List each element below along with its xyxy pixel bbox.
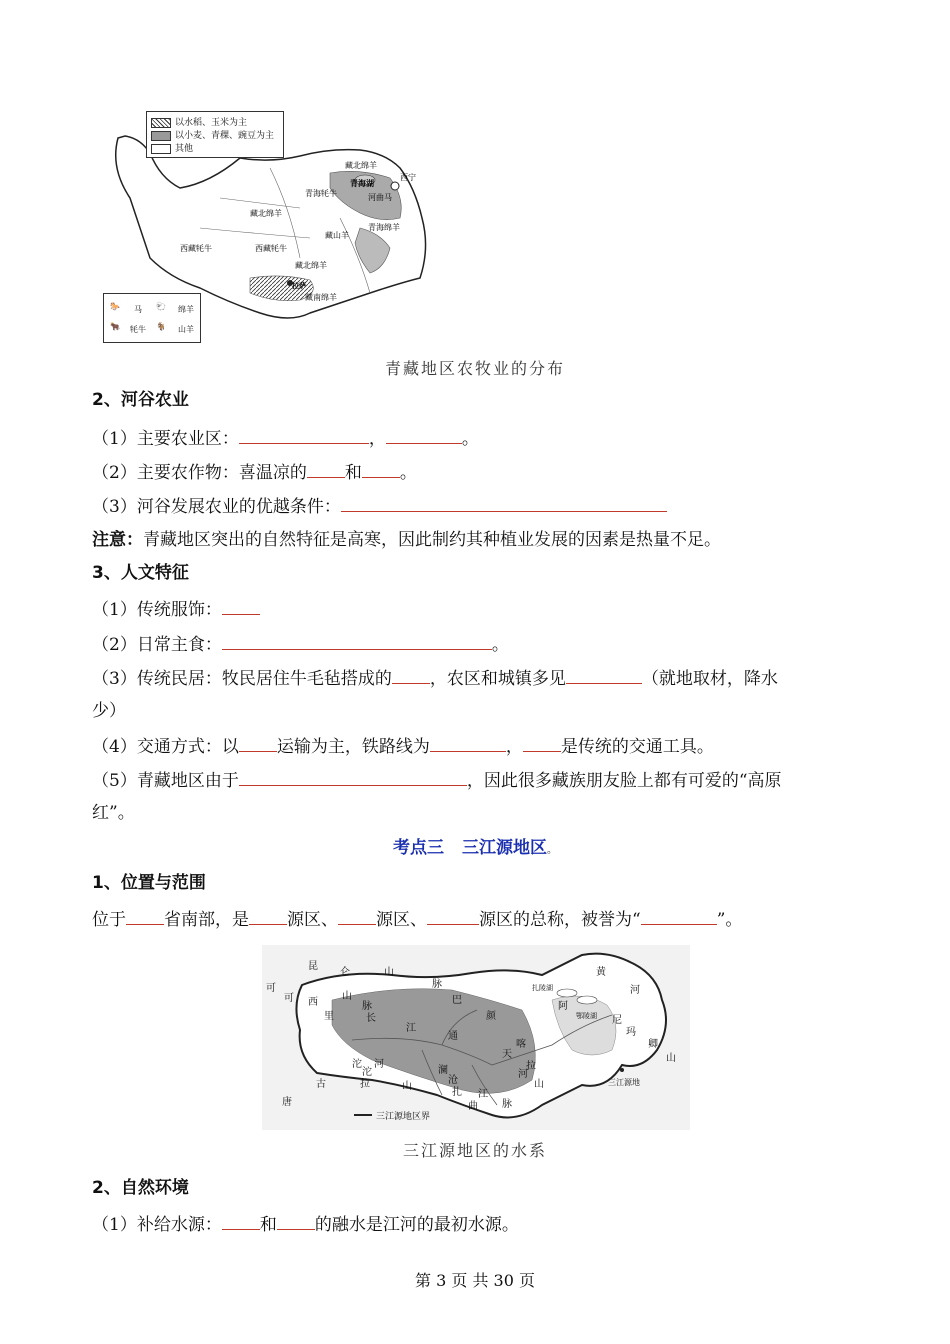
sheep-icon: 🐑 — [156, 302, 166, 311]
answer-blank[interactable] — [362, 461, 400, 478]
svg-text:青海绵羊: 青海绵羊 — [368, 223, 400, 232]
legend-item-hatch: 以水稻、玉米为主 — [151, 115, 279, 128]
question-main-crops: （2）主要农作物：喜温凉的 和 。 — [92, 463, 417, 483]
topic-title: 考点三 三江源地区。 — [393, 838, 557, 858]
answer-blank[interactable] — [430, 735, 506, 752]
map2-legend-label: 三江源地区界 — [376, 1112, 431, 1122]
answer-blank[interactable] — [386, 427, 462, 444]
question-plateau-red-cont: 红”。 — [92, 803, 135, 823]
map2-caption: 三江源地区的水系 — [402, 1141, 547, 1160]
svg-text:西藏牦牛: 西藏牦牛 — [180, 244, 212, 253]
question-plateau-red: （5）青藏地区由于 ，因此很多藏族朋友脸上都有可爱的“高原 — [92, 771, 782, 791]
question-main-agri-area: （1）主要农业区： ， 。 — [92, 429, 479, 449]
horse-icon: 🐎 — [110, 302, 120, 311]
page-footer: 第 3 页 共 30 页 — [415, 1271, 535, 1290]
answer-blank[interactable] — [641, 908, 717, 925]
answer-blank[interactable] — [239, 769, 467, 786]
answer-blank[interactable] — [307, 461, 345, 478]
question-clothing: （1）传统服饰： — [92, 598, 260, 620]
svg-text:拉萨: 拉萨 — [292, 282, 306, 290]
section-heading-culture: 3、人文特征 — [92, 563, 189, 583]
svg-text:藏北绵羊: 藏北绵羊 — [250, 209, 282, 218]
answer-blank[interactable] — [427, 908, 479, 925]
svg-text:青海湖: 青海湖 — [350, 179, 374, 188]
question-staple-food: （2）日常主食： 。 — [92, 635, 509, 655]
svg-text:西藏牦牛: 西藏牦牛 — [255, 244, 287, 253]
three-rivers-map — [262, 945, 690, 1130]
answer-blank[interactable] — [222, 1213, 260, 1230]
question-dwelling-cont: 少） — [92, 701, 126, 721]
answer-blank[interactable] — [222, 633, 492, 650]
svg-text:藏山羊: 藏山羊 — [325, 231, 349, 240]
map2-labels: 昆 仑 山 脉 可 可 西 里 山 脉 巴 颜 喀 拉 山 长 江 通 天 河 扎 曲 黄 河 阿 尼 玛 卿 山 唐 古 拉 山 脉 沱 沱 河 澜 沧 江 三江源地 扎陵湖 鄂陵湖 三江源地区界 — [266, 961, 676, 1122]
answer-blank[interactable] — [392, 667, 430, 684]
yak-icon: 🐂 — [110, 322, 120, 331]
map1-caption: 青藏地区农牧业的分布 — [384, 359, 565, 378]
answer-blank[interactable] — [126, 908, 164, 925]
question-dwelling: （3）传统民居：牧民居住牛毛毡搭成的 ，农区和城镇多见 （就地取材，降水 — [92, 669, 778, 689]
answer-blank[interactable] — [523, 735, 561, 752]
svg-text:藏北绵羊: 藏北绵羊 — [295, 261, 327, 270]
svg-text:藏南绵羊: 藏南绵羊 — [305, 293, 337, 302]
animal-legend: 🐎 马 🐑 绵羊 🐂 牦牛 🐐 山羊 — [103, 293, 201, 343]
answer-blank[interactable] — [249, 908, 287, 925]
question-location: 位于 省南部，是 源区、 源区、 源区的总称，被誉为“ ”。 — [92, 910, 743, 930]
question-advantages: （3）河谷发展农业的优越条件： — [92, 495, 667, 517]
question-transport: （4）交通方式：以 运输为主，铁路线为 ， 是传统的交通工具。 — [92, 737, 714, 757]
legend-item-white: 其他 — [151, 141, 279, 154]
answer-blank[interactable] — [277, 1213, 315, 1230]
agriculture-map — [100, 108, 440, 348]
answer-blank[interactable] — [239, 735, 277, 752]
answer-blank[interactable] — [338, 908, 376, 925]
section-heading-natural-env: 2、自然环境 — [92, 1178, 189, 1198]
svg-text:河曲马: 河曲马 — [368, 193, 392, 202]
svg-text:青海牦牛: 青海牦牛 — [305, 189, 337, 198]
answer-blank[interactable] — [341, 495, 667, 512]
legend-item-gray: 以小麦、青稞、豌豆为主 — [151, 128, 279, 141]
svg-text:西宁: 西宁 — [400, 173, 416, 182]
goat-icon: 🐐 — [156, 322, 166, 331]
answer-blank[interactable] — [239, 427, 369, 444]
answer-blank[interactable] — [566, 667, 642, 684]
svg-text:藏北绵羊: 藏北绵羊 — [345, 161, 377, 170]
section-heading-location: 1、位置与范围 — [92, 873, 206, 893]
section-heading-valley-agriculture: 2、河谷农业 — [92, 390, 189, 410]
question-water-source: （1）补给水源： 和 的融水是江河的最初水源。 — [92, 1215, 519, 1235]
crop-legend — [146, 111, 284, 158]
note: 注意：青藏地区突出的自然特征是高寒，因此制约其种植业发展的因素是热量不足。 — [92, 530, 721, 550]
answer-blank[interactable] — [222, 598, 260, 615]
